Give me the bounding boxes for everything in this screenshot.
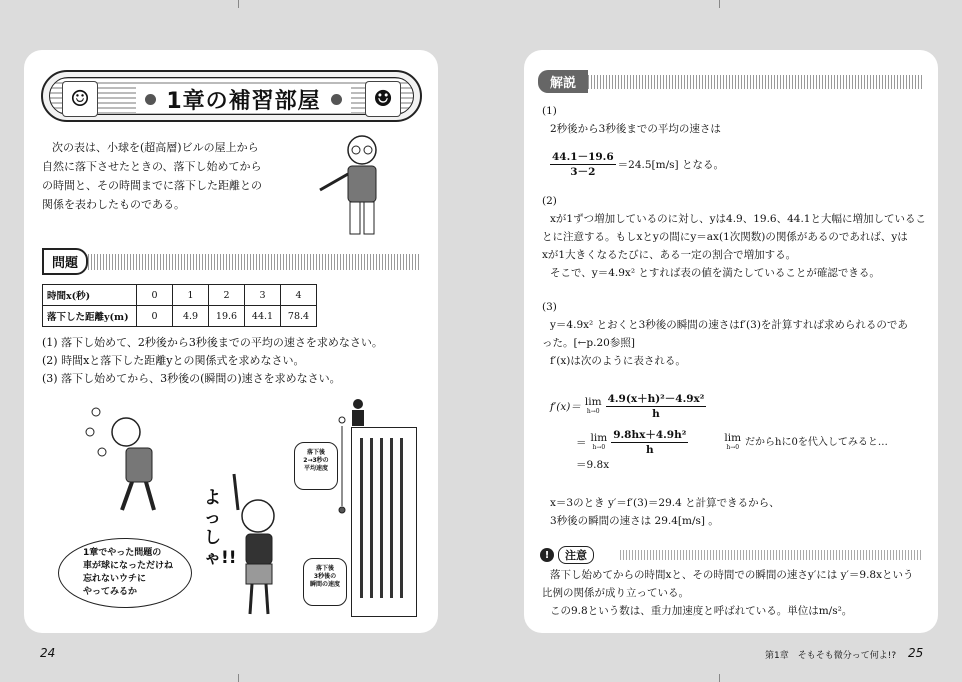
caution-text: 落下し始めてからの時間xと、その時間での瞬間の速さy′には y′＝9.8xという 比例の関係が成り立っている。 この9.8という数は、重力加速度と呼ばれている。単位はm/s²。 — [542, 569, 914, 617]
crop-mark — [719, 674, 720, 682]
section-3-text: y＝4.9x² とおくと3秒後の瞬間の速さはf′(3)を計算すれば求められるのであ った。[←p.20参照] f′(x)は次のように表される。 — [542, 319, 908, 367]
banner-title: 1章の補習部屋 — [166, 88, 321, 114]
derivative-line-1: f′(x)＝ lim h→0 $\frac{\text{4.9(x＋h)²－4.9x²}}{h}$ — [550, 393, 705, 420]
section-1-label: (1) — [542, 105, 557, 117]
caution-heading: ! 注意 — [540, 546, 594, 564]
instant-speed-tag: 落下後 3秒後の 瞬間の速度 — [303, 558, 347, 606]
bullet-dot-icon — [331, 94, 342, 105]
skyscraper-illustration — [351, 427, 417, 617]
right-page-number: 25 — [908, 646, 924, 660]
figure-on-roof-illustration — [342, 398, 372, 428]
intro-text: 次の表は、小球を(超高層)ビルの屋上から 自然に落下させたときの、落下し始めてから の時間と、その時間までに落下した距離との 関係を表わしたものである。 — [42, 141, 262, 211]
professor-face-icon: ☻ — [365, 81, 401, 117]
juggling-character-illustration — [82, 402, 172, 514]
right-page — [524, 50, 938, 633]
speech-bubble: 1章でやった問題の 車が球になっただけね 忘れないウチに やってみるか — [58, 538, 192, 608]
section-3-result-2: 3秒後の瞬間の速さは 29.4[m/s] 。 — [550, 515, 719, 527]
average-speed-tag: 落下後 2→3秒の 平均速度 — [294, 442, 338, 490]
question-3: (3) 落下し始めてから、3秒後の(瞬間の)速さを求めなさい。 — [42, 372, 341, 385]
exclamation-icon: ! — [540, 548, 554, 562]
question-1: (1) 落下し始めて、2秒後から3秒後までの平均の速さを求めなさい。 — [42, 336, 383, 349]
girl-face-icon: ☺ — [62, 81, 98, 117]
section-2-label: (2) — [542, 195, 557, 207]
section-3-label: (3) — [542, 301, 557, 313]
crop-mark — [719, 0, 720, 8]
left-page-number: 24 — [40, 646, 56, 660]
section-2-text: xが1ずつ増加しているのに対し、yは4.9、19.6、44.1と大幅に増加しているこ とに注意する。もしxとyの間にy＝ax(1次関数)の関係があるのであれば、yは xが1大きくなるたびに、ある一定の割合で増加する。 そこで、y＝4.9x² とすれば表の値を満たしていることが確認できる。 — [542, 213, 926, 279]
chapter-footer: 第1章 そもそも微分って何よ!? — [765, 651, 897, 661]
chapter-banner — [41, 70, 422, 122]
table-row: 落下した距離y(m) 0 4.9 19.6 44.1 78.4 — [43, 306, 317, 327]
section-3-result-1: x＝3のとき y′＝f′(3)＝29.4 と計算できるから、 — [550, 497, 780, 509]
girl-illustration — [228, 470, 298, 620]
caution-divider — [620, 550, 922, 560]
bullet-dot-icon — [145, 94, 156, 105]
section-1-equation: $\frac{44.1-19.6}{3-2}$ ＝24.5[m/s] となる。 — [552, 151, 724, 178]
kaisetsu-heading: 解説 — [538, 70, 922, 93]
professor-illustration — [312, 132, 392, 242]
derivative-line-3: ＝9.8x — [576, 459, 610, 471]
data-table — [42, 284, 317, 327]
left-page — [24, 50, 438, 633]
derivative-line-2: ＝ lim h→0 $\frac{\text{9.8hx＋4.9h²}}{h}$ lim h→0 だからhに0を代入してみると… — [576, 429, 888, 456]
crop-mark — [238, 0, 239, 8]
question-2: (2) 時間xと落下した距離yとの関係式を求めなさい。 — [42, 354, 305, 367]
mondai-heading: 問題 — [42, 248, 420, 275]
crop-mark — [238, 674, 239, 682]
section-1-text: 2秒後から3秒後までの平均の速さは — [550, 123, 721, 135]
yosha-exclamation: よっしゃ!! — [204, 488, 237, 568]
table-row: 時間x(秒) 0 1 2 3 4 — [43, 285, 317, 306]
